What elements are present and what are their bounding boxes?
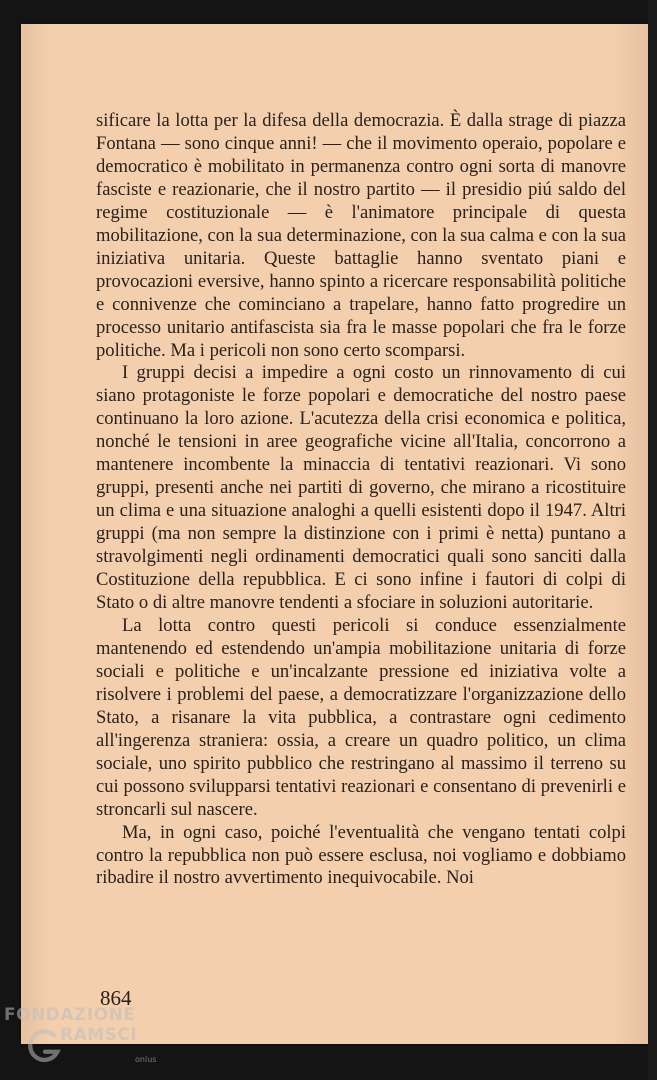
page-edge-shadow — [648, 0, 657, 1080]
scanned-page — [21, 24, 649, 1044]
paragraph-1: sificare la lotta per la difesa della democrazia. È dalla strage di piazza Fontana — sono cinque anni! — che il movimento operaio, popolare e democratico è mobilitato in permanenza contro ogni sorta di manovre fasciste e reazionarie, che il nostro partito — il presidio piú saldo del regime costituzionale — è l'animatore principale di questa mobilitazione, con la sua determinazione, con la sua calma e con la sua iniziativa unitaria. Queste battaglie hanno sventato piani e provocazioni eversive, hanno spinto a ricercare responsabilità politiche e connivenze che cominciano a trapelare, hanno fatto progredire un processo unitario antifascista sia fra le masse popolari che fra le forze politiche. Ma i pericoli non sono certo scomparsi. — [96, 110, 626, 361]
fondazione-gramsci-watermark — [4, 1005, 244, 1075]
paragraph-2: I gruppi decisi a impedire a ogni costo un rinnovamento di cui siano protagoniste le forze popolari e democratiche del nostro paese continuano la loro azione. L'acutezza della crisi economica e politica, nonché le tensioni in aree geografiche vicine all'Italia, concorrono a mantenere incombente la minaccia di tentativi reazionari. Vi sono gruppi, presenti anche nei partiti di governo, che mirano a ricostituire un clima e una situazione analoghi a quelli esistenti dopo il 1947. Altri gruppi (ma non sempre la distinzione con i primi è netta) puntano a stravolgimenti negli ordinamenti democratici quali sono sanciti dalla Costituzione della repubblica. E ci sono infine i fautori di colpi di Stato o di altre manovre tendenti a sfociare in soluzioni autoritarie. — [96, 362, 626, 614]
paragraph-4: Ma, in ogni caso, poiché l'eventualità che vengano tentati colpi contro la repubblica non può essere esclusa, noi vogliamo e dobbiamo ribadire il nostro avvertimento inequivocabile. Noi — [96, 821, 626, 889]
body-text — [96, 110, 626, 890]
g-logo-icon — [26, 1027, 64, 1065]
page-number: 864 — [100, 986, 132, 1010]
watermark-onlus: onlus — [135, 1055, 157, 1064]
watermark-line2: RAMSCI — [60, 1025, 138, 1045]
watermark-line1: FONDAZIONE — [4, 1005, 136, 1025]
paragraph-3: La lotta contro questi pericoli si conduce essenzialmente mantenendo ed estendendo un'ampia mobilitazione unitaria di forze sociali e politiche e un'incalzante pressione ed iniziativa volte a risolvere i problemi del paese, a democratizzare l'organizzazione dello Stato, a risanare la vita pubblica, a contrastare ogni cedimento all'ingerenza straniera: ossia, a creare un quadro politico, un clima sociale, uno spirito pubblico che restringano al massimo il terreno su cui possono svilupparsi tentativi reazionari e consentano di prevenirli e stroncarli sul nascere. — [96, 614, 626, 820]
